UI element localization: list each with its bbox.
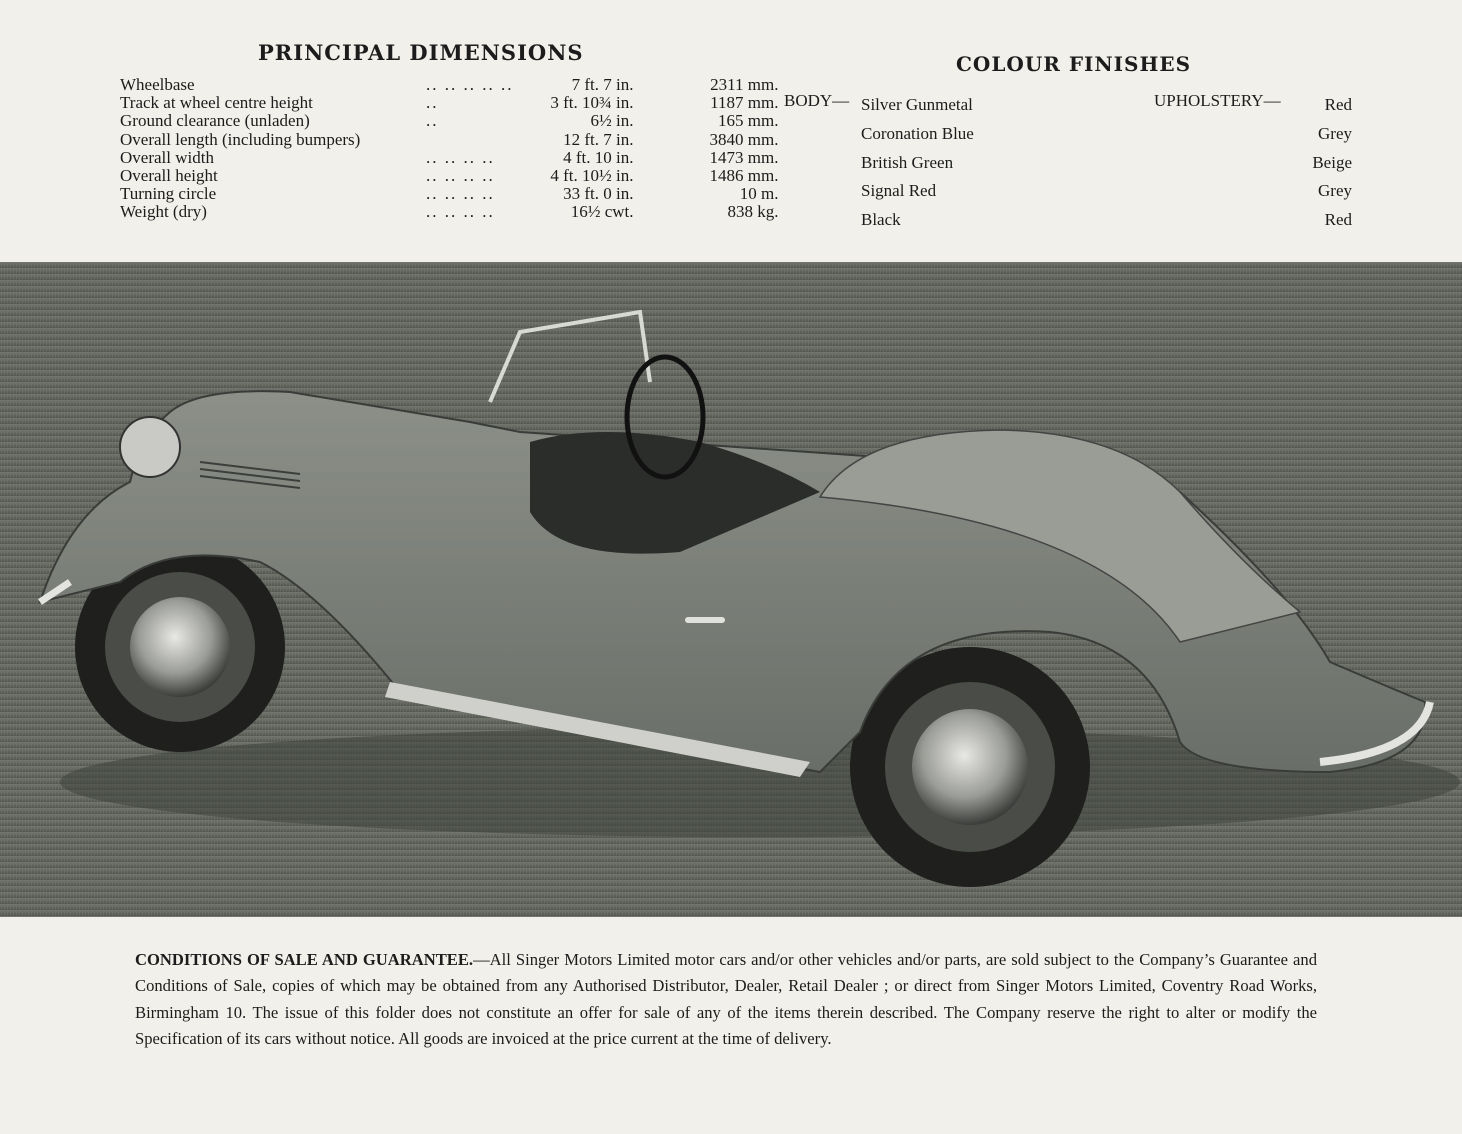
dimensions-table bbox=[120, 76, 779, 222]
dimension-label: Weight (dry) bbox=[120, 202, 207, 222]
dimension-metric: 838 kg. bbox=[727, 202, 779, 222]
body-colour-list bbox=[861, 91, 974, 235]
body-colour: Black bbox=[861, 210, 901, 230]
upholstery-colour: Beige bbox=[1312, 152, 1352, 172]
dimension-row bbox=[120, 203, 779, 221]
dimension-row bbox=[120, 167, 779, 185]
dimension-dots bbox=[426, 131, 514, 149]
dimension-row bbox=[120, 131, 779, 149]
dimension-dots: .. .. .. .. bbox=[426, 184, 495, 204]
dimension-dots: .. bbox=[426, 111, 439, 131]
dimension-imperial: 12 ft. 7 in. bbox=[563, 129, 634, 149]
dimension-label: Track at wheel centre height bbox=[120, 93, 313, 113]
dimension-metric: 165 mm. bbox=[718, 111, 779, 131]
dimension-row bbox=[120, 149, 779, 167]
conditions-of-sale bbox=[135, 947, 1317, 1053]
upholstery-colour: Grey bbox=[1318, 123, 1352, 143]
dimension-imperial: 3 ft. 10¾ in. bbox=[550, 93, 634, 113]
dimension-label: Wheelbase bbox=[120, 75, 195, 94]
colour-finishes-title: COLOUR FINISHES bbox=[956, 52, 1192, 76]
dimension-imperial: 6½ in. bbox=[590, 111, 634, 131]
upholstery-colour-list bbox=[1312, 91, 1352, 235]
dimension-dots: .. .. .. .. bbox=[426, 147, 495, 167]
dimension-metric: 1486 mm. bbox=[709, 166, 779, 186]
body-colour: Signal Red bbox=[861, 181, 937, 201]
dimension-metric: 3840 mm. bbox=[709, 129, 779, 149]
dimension-metric: 10 m. bbox=[739, 184, 779, 204]
dimension-imperial: 7 ft. 7 in. bbox=[571, 75, 634, 94]
car-photo bbox=[0, 262, 1462, 917]
body-colour: British Green bbox=[861, 152, 954, 172]
car-illustration bbox=[0, 262, 1462, 917]
dimension-imperial: 4 ft. 10½ in. bbox=[550, 166, 634, 186]
dimension-dots: .. .. .. .. bbox=[426, 202, 495, 222]
dimension-label: Ground clearance (unladen) bbox=[120, 111, 310, 131]
dimension-metric: 2311 mm. bbox=[710, 75, 779, 94]
body-label: BODY— bbox=[784, 91, 850, 110]
dimension-dots: .. bbox=[426, 93, 439, 113]
dimension-imperial: 16½ cwt. bbox=[570, 202, 634, 222]
dimension-metric: 1187 mm. bbox=[710, 93, 779, 113]
dimension-imperial: 33 ft. 0 in. bbox=[563, 184, 634, 204]
dimension-dots: .. .. .. .. bbox=[426, 166, 495, 186]
upholstery-colour: Red bbox=[1324, 210, 1352, 230]
upholstery-colour: Red bbox=[1324, 95, 1352, 114]
dimension-row bbox=[120, 185, 779, 203]
dimension-dots: .. .. .. .. .. bbox=[426, 75, 514, 94]
dimension-row bbox=[120, 76, 779, 94]
upholstery-colour: Grey bbox=[1318, 181, 1352, 201]
dimension-label: Turning circle bbox=[120, 184, 217, 204]
body-colour: Silver Gunmetal bbox=[861, 95, 973, 114]
dimension-imperial: 4 ft. 10 in. bbox=[563, 147, 634, 167]
conditions-heading: CONDITIONS OF SALE AND GUARANTEE. bbox=[135, 950, 474, 969]
dimension-metric: 1473 mm. bbox=[709, 147, 779, 167]
dimension-label: Overall width bbox=[120, 147, 214, 167]
body-colour: Coronation Blue bbox=[861, 123, 974, 143]
dimension-row bbox=[120, 94, 779, 112]
upholstery-label: UPHOLSTERY— bbox=[1154, 91, 1281, 110]
dimension-label: Overall height bbox=[120, 166, 218, 186]
dimensions-title: PRINCIPAL DIMENSIONS bbox=[258, 40, 584, 65]
conditions-text: —All Singer Motors Limited motor cars and/or other vehicles and/or parts, are sold subject to the Company’s Guarantee and Conditions of Sale, copies of which may be obtained from any Authorised Distributor, Dealer, Retail Dealer ; or direct from Singer Motors Limited, Coventry Road Works, Birmingham 10. The issue of this folder does not constitute an offer for sale of any of the items therein described. The Company reserve the right to alter or modify the Specification of its cars without notice. All goods are invoiced at the price current at the time of delivery. bbox=[135, 950, 1317, 1049]
dimension-label: Overall length (including bumpers) bbox=[120, 129, 361, 149]
dimension-row bbox=[120, 112, 779, 130]
